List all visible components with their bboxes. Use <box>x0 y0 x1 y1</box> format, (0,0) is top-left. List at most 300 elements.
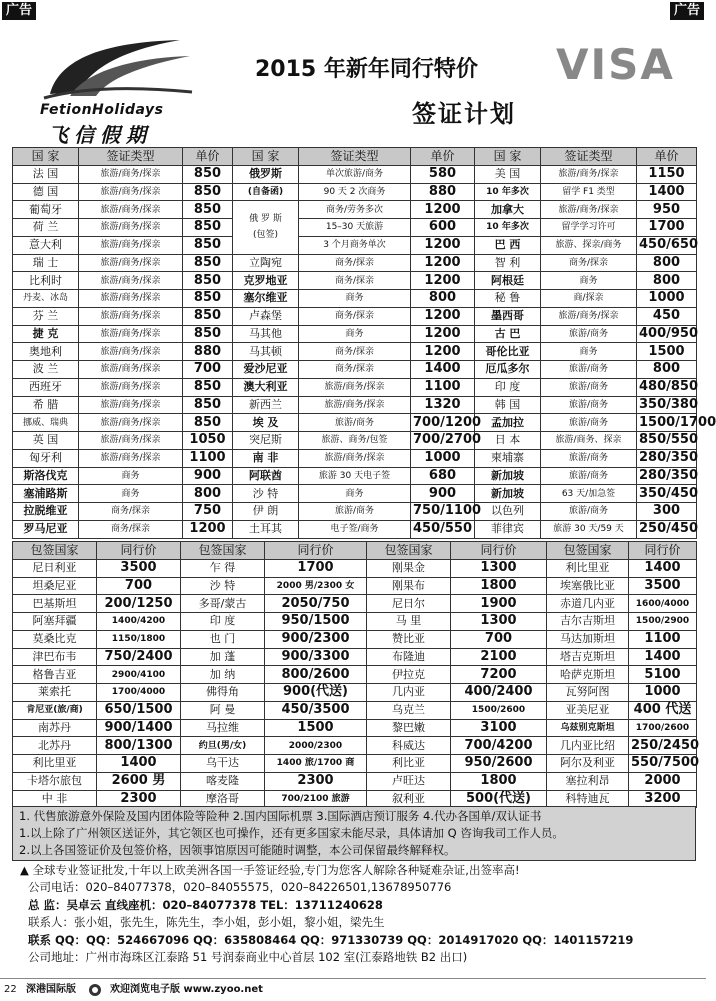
package-country: 约旦(男/女) <box>181 737 265 755</box>
price: 1100 <box>411 378 475 396</box>
package-country: 科威达 <box>367 737 451 755</box>
package-price: 550/7500 <box>629 755 697 773</box>
visa-type: 电子签/商务 <box>299 520 411 538</box>
country: 秘 鲁 <box>475 290 541 308</box>
package-price: 900/1400 <box>97 719 181 737</box>
visa-type: 旅游/商务/探亲 <box>79 201 183 219</box>
price: 400/950 <box>637 325 697 343</box>
visa-logo: VISA <box>556 40 675 89</box>
package-price: 1000 <box>629 684 697 702</box>
country: 瑞 士 <box>13 254 79 272</box>
package-price: 950/1500 <box>265 613 367 631</box>
package-country: 卡塔尔旅包 <box>13 772 97 790</box>
visa-type: 旅游/商务/探亲 <box>79 165 183 183</box>
package-country: 瓦努阿图 <box>547 684 629 702</box>
price: 1400 <box>411 361 475 379</box>
visa-type: 商务/劳务多次 <box>299 201 411 219</box>
package-country: 摩洛哥 <box>181 790 265 808</box>
package-country: 多哥/蒙古 <box>181 595 265 613</box>
visa-type: 留学学习许可 <box>541 219 637 237</box>
package-price: 950/2600 <box>451 755 547 773</box>
page-footer <box>0 978 706 1000</box>
price: 750 <box>183 503 233 521</box>
country: 10 年多次 <box>475 183 541 201</box>
package-price: 2000 男/2300 女 <box>265 577 367 595</box>
country: 波 兰 <box>13 361 79 379</box>
table-row <box>13 737 697 755</box>
country: 捷 克 <box>13 325 79 343</box>
package-price: 900/2300 <box>265 630 367 648</box>
price: 900 <box>183 467 233 485</box>
package-country: 乌克兰 <box>367 701 451 719</box>
price: 280/350 <box>637 449 697 467</box>
visa-type: 旅游/商务/探亲 <box>541 165 637 183</box>
visa-type: 旅游、探亲/商务 <box>541 236 637 254</box>
package-price: 3500 <box>629 577 697 595</box>
column-header: 包签国家 <box>547 542 629 560</box>
country: 丹麦、冰岛 <box>13 290 79 308</box>
country: 日 本 <box>475 432 541 450</box>
package-price: 900/3300 <box>265 648 367 666</box>
price: 280/350 <box>637 467 697 485</box>
price: 850 <box>183 254 233 272</box>
column-header: 签证类型 <box>299 148 411 166</box>
country: 墨西哥 <box>475 307 541 325</box>
table-row <box>13 520 697 538</box>
country: 卢森堡 <box>233 307 299 325</box>
country: 阿联酋 <box>233 467 299 485</box>
package-price: 3200 <box>629 790 697 808</box>
country: 阿根廷 <box>475 272 541 290</box>
visa-type: 旅游/商务/探亲 <box>79 183 183 201</box>
package-country: 加 蓬 <box>181 648 265 666</box>
package-price: 1400 <box>629 648 697 666</box>
visa-type: 商务/探亲 <box>541 254 637 272</box>
package-price: 1100 <box>629 630 697 648</box>
visa-type: 旅游/商务/探亲 <box>541 307 637 325</box>
package-country: 乌干达 <box>181 755 265 773</box>
visa-type: 旅游/商务/探亲 <box>299 449 411 467</box>
country: 以色列 <box>475 503 541 521</box>
country: 新西兰 <box>233 396 299 414</box>
package-country: 黎巴嫩 <box>367 719 451 737</box>
package-price: 800/1300 <box>97 737 181 755</box>
country: 拉脱维亚 <box>13 503 79 521</box>
package-country: 卢旺达 <box>367 772 451 790</box>
column-header: 单价 <box>637 148 697 166</box>
price: 1200 <box>411 236 475 254</box>
price: 350/380 <box>637 396 697 414</box>
visa-type: 商务 <box>541 343 637 361</box>
table-row <box>13 449 697 467</box>
price: 250/450 <box>637 520 697 538</box>
table-row <box>13 666 697 684</box>
visa-type: 15–30 天旅游 <box>299 219 411 237</box>
price: 1200 <box>183 520 233 538</box>
country: 希 腊 <box>13 396 79 414</box>
table-row <box>13 236 697 254</box>
package-country: 马 里 <box>367 613 451 631</box>
price: 880 <box>183 343 233 361</box>
price: 880 <box>411 183 475 201</box>
visa-type: 旅游/商务/探亲 <box>79 219 183 237</box>
package-price: 650/1500 <box>97 701 181 719</box>
package-price: 250/2450 <box>629 737 697 755</box>
country: 加拿大 <box>475 201 541 219</box>
package-country: 莱索托 <box>13 684 97 702</box>
price: 1320 <box>411 396 475 414</box>
package-country: 赤道几内亚 <box>547 595 629 613</box>
visa-type: 63 天/加急签 <box>541 485 637 503</box>
package-country: 沙 特 <box>181 577 265 595</box>
country: 埃 及 <box>233 414 299 432</box>
country: 印 度 <box>475 378 541 396</box>
visa-type: 旅游、商务/包签 <box>299 432 411 450</box>
visa-type: 旅游/商务 <box>541 325 637 343</box>
package-country: 中 非 <box>13 790 97 808</box>
package-price: 2300 <box>265 772 367 790</box>
price: 800 <box>637 361 697 379</box>
package-country: 乌兹别克斯坦 <box>547 719 629 737</box>
price: 850 <box>183 236 233 254</box>
package-country: 赞比亚 <box>367 630 451 648</box>
table-row <box>13 378 697 396</box>
package-country: 叙利亚 <box>367 790 451 808</box>
country: 巴 西 <box>475 236 541 254</box>
price: 850 <box>183 201 233 219</box>
package-country: 利比里亚 <box>13 755 97 773</box>
package-price: 2000 <box>629 772 697 790</box>
visa-type: 旅游/商务/探亲 <box>79 236 183 254</box>
visa-type: 单次旅游/商务 <box>299 165 411 183</box>
package-country: 埃塞俄比亚 <box>547 577 629 595</box>
country: 克罗地亚 <box>233 272 299 290</box>
column-header: 同行价 <box>451 542 547 560</box>
package-price: 2050/750 <box>265 595 367 613</box>
visa-type: 商务 <box>299 290 411 308</box>
table-row <box>13 559 697 577</box>
notes-box <box>12 806 696 861</box>
package-price: 5100 <box>629 666 697 684</box>
package-price: 400 代送 <box>629 701 697 719</box>
visa-type: 旅游/商务/探亲 <box>79 343 183 361</box>
package-price: 7200 <box>451 666 547 684</box>
table-row <box>13 254 697 272</box>
table-row <box>13 290 697 308</box>
country: 西班牙 <box>13 378 79 396</box>
country: 澳大利亚 <box>233 378 299 396</box>
table-row <box>13 272 697 290</box>
ad-tag-right: 广告 <box>670 2 704 20</box>
package-country: 坦桑尼亚 <box>13 577 97 595</box>
visa-type: 商务 <box>79 467 183 485</box>
country: 马其他 <box>233 325 299 343</box>
country: 新加坡 <box>475 467 541 485</box>
package-price: 200/1250 <box>97 595 181 613</box>
country: 菲律宾 <box>475 520 541 538</box>
package-country: 阿尔及利亚 <box>547 755 629 773</box>
table-row <box>13 648 697 666</box>
package-price: 2000/2300 <box>265 737 367 755</box>
country: 法 国 <box>13 165 79 183</box>
table-row <box>13 183 697 201</box>
price: 680 <box>411 467 475 485</box>
visa-type: 商务/探亲 <box>299 272 411 290</box>
column-header: 单价 <box>183 148 233 166</box>
package-country: 莫桑比克 <box>13 630 97 648</box>
column-header: 包签国家 <box>13 542 97 560</box>
table-row <box>13 343 697 361</box>
package-price: 1500/2600 <box>451 701 547 719</box>
visa-type: 旅游/商务 <box>299 503 411 521</box>
page-title: 2015 年新年同行特价 <box>255 57 478 82</box>
package-country: 利比亚 <box>367 755 451 773</box>
package-country: 布隆迪 <box>367 648 451 666</box>
price: 900 <box>411 485 475 503</box>
package-country: 印 度 <box>181 613 265 631</box>
package-price: 700/4200 <box>451 737 547 755</box>
contact-info <box>12 862 696 966</box>
package-country: 津巴布韦 <box>13 648 97 666</box>
package-country: 几内亚 <box>367 684 451 702</box>
package-country: 阿 曼 <box>181 701 265 719</box>
table-row <box>13 485 697 503</box>
package-country: 哈萨克斯坦 <box>547 666 629 684</box>
package-price: 3500 <box>97 559 181 577</box>
package-country: 伊拉克 <box>367 666 451 684</box>
package-price: 1800 <box>451 772 547 790</box>
package-country: 加 纳 <box>181 666 265 684</box>
package-price: 2600 男 <box>97 772 181 790</box>
package-country: 塞拉利昂 <box>547 772 629 790</box>
package-price: 750/2400 <box>97 648 181 666</box>
table-row <box>13 307 697 325</box>
package-country: 尼日尔 <box>367 595 451 613</box>
package-country: 塔吉克斯坦 <box>547 648 629 666</box>
price: 1150 <box>637 165 697 183</box>
country: 立陶宛 <box>233 254 299 272</box>
table-row <box>13 701 697 719</box>
country: 葡萄牙 <box>13 201 79 219</box>
swirl-logo-icon <box>40 36 200 102</box>
package-country: 南苏丹 <box>13 719 97 737</box>
country: 古 巴 <box>475 325 541 343</box>
price: 1500 <box>637 343 697 361</box>
price: 700/2700 <box>411 432 475 450</box>
package-price: 500(代送) <box>451 790 547 808</box>
price: 950 <box>637 201 697 219</box>
package-price: 1700/4000 <box>97 684 181 702</box>
price: 1050 <box>183 432 233 450</box>
price: 850/550 <box>637 432 697 450</box>
package-country: 吉尔吉斯坦 <box>547 613 629 631</box>
package-country: 佛得角 <box>181 684 265 702</box>
column-header: 签证类型 <box>79 148 183 166</box>
column-header: 单价 <box>411 148 475 166</box>
visa-type: 商务/探亲 <box>299 361 411 379</box>
price: 1400 <box>637 183 697 201</box>
brand-name-chinese: 飞信假期 <box>48 123 152 147</box>
table-row <box>13 595 697 613</box>
visa-type: 旅游/商务 <box>541 414 637 432</box>
country <box>233 201 299 254</box>
package-country: 肯尼亚(旅/商) <box>13 701 97 719</box>
table-row <box>13 577 697 595</box>
country: 突尼斯 <box>233 432 299 450</box>
country: 塞尔维亚 <box>233 290 299 308</box>
visa-price-table <box>12 147 716 539</box>
price: 1200 <box>411 254 475 272</box>
country: 奥地利 <box>13 343 79 361</box>
country: 斯洛伐克 <box>13 467 79 485</box>
package-country: 尼日利亚 <box>13 559 97 577</box>
visa-type: 旅游/商务/探亲 <box>79 396 183 414</box>
country: 德 国 <box>13 183 79 201</box>
note-line: 1. 代售旅游意外保险及国内团体险等险种 2.国内国际机票 3.国际酒店预订服务 4.代办各国单/双认证书 <box>19 809 542 823</box>
package-price: 2300 <box>97 790 181 808</box>
visa-type: 旅游/商务 <box>541 449 637 467</box>
visa-type: 旅游/商务/探亲 <box>79 378 183 396</box>
package-price: 1150/1800 <box>97 630 181 648</box>
contact-persons: 联系人：张小姐，张先生，陈先生，李小姐，彭小姐，黎小姐，梁先生 <box>28 915 385 930</box>
price: 350/450 <box>637 485 697 503</box>
package-price: 800/2600 <box>265 666 367 684</box>
country: 伊 朗 <box>233 503 299 521</box>
package-country: 也 门 <box>181 630 265 648</box>
page-subtitle: 签证计划 <box>412 100 516 128</box>
package-country: 乍 得 <box>181 559 265 577</box>
visa-type: 旅游/商务 <box>541 467 637 485</box>
price: 450/650 <box>637 236 697 254</box>
package-country: 几内亚比绍 <box>547 737 629 755</box>
package-price: 1300 <box>451 559 547 577</box>
price: 480/850 <box>637 378 697 396</box>
price: 1100 <box>183 449 233 467</box>
column-header: 签证类型 <box>541 148 637 166</box>
visa-type: 商务 <box>299 325 411 343</box>
table-row <box>13 325 697 343</box>
service-slogan: ▲ 全球专业签证批发,十年以上欧美洲各国一手签证经验,专门为您客人解除各种疑难杂证,出签率高! <box>20 863 520 877</box>
price: 580 <box>411 165 475 183</box>
table-row <box>13 396 697 414</box>
column-header: 同行价 <box>97 542 181 560</box>
table-row <box>13 414 697 432</box>
column-header: 国 家 <box>233 148 299 166</box>
visa-type: 3 个月商务单次 <box>299 236 411 254</box>
table-row <box>13 361 697 379</box>
country-note: (包签) <box>252 230 279 241</box>
country: 荷 兰 <box>13 219 79 237</box>
visa-type: 旅游/商务 <box>541 503 637 521</box>
package-country: 阿塞拜疆 <box>13 613 97 631</box>
header <box>0 28 706 147</box>
package-price: 1400 旅/1700 商 <box>265 755 367 773</box>
package-country: 亚美尼亚 <box>547 701 629 719</box>
visa-type: 旅游/商务/探亲 <box>79 307 183 325</box>
package-country: 马拉维 <box>181 719 265 737</box>
package-country: 科特迪瓦 <box>547 790 629 808</box>
column-header: 同行价 <box>629 542 697 560</box>
price: 850 <box>183 165 233 183</box>
table-row <box>13 165 697 183</box>
price: 850 <box>183 396 233 414</box>
country: 新加坡 <box>475 485 541 503</box>
visa-type: 旅游/商务/探亲 <box>541 201 637 219</box>
column-header: 国 家 <box>475 148 541 166</box>
visa-type: 旅游/商务/探亲 <box>79 254 183 272</box>
price: 1200 <box>411 325 475 343</box>
package-price: 1700/2600 <box>629 719 697 737</box>
price: 850 <box>183 290 233 308</box>
visa-type: 旅游/商务 <box>541 361 637 379</box>
table-row <box>13 772 697 790</box>
visa-type: 90 天 2 次商务 <box>299 183 411 201</box>
visa-type: 旅游/商务/探亲 <box>79 414 183 432</box>
note-line: 1.以上除了广州领区送证外，其它领区也可操作，还有更多国家未能尽录，具体请加 Q 咨询我司工作人员。 <box>19 826 564 840</box>
package-price: 1700 <box>265 559 367 577</box>
visa-type: 商务/探亲 <box>79 520 183 538</box>
page-number: 22 <box>4 984 17 995</box>
table-row <box>13 719 697 737</box>
price: 1200 <box>411 307 475 325</box>
footer-slogan: 欢迎浏览电子版 www.zyoo.net <box>110 984 263 995</box>
package-price: 1400 <box>97 755 181 773</box>
price: 850 <box>183 414 233 432</box>
country: 匈牙利 <box>13 449 79 467</box>
price: 1700 <box>637 219 697 237</box>
contact-qq: 联系 QQ：QQ：524667096 QQ：635808464 QQ：971330739 QQ：2014917020 QQ：1401157219 <box>28 932 634 947</box>
visa-type: 旅游/商务/探亲 <box>299 396 411 414</box>
price: 700 <box>183 361 233 379</box>
price: 700/1200 <box>411 414 475 432</box>
price: 600 <box>411 219 475 237</box>
package-price: 1600/4000 <box>629 595 697 613</box>
country: 沙 特 <box>233 485 299 503</box>
country: 土耳其 <box>233 520 299 538</box>
package-price: 900(代送) <box>265 684 367 702</box>
country: 哥伦比亚 <box>475 343 541 361</box>
package-country: 喀麦隆 <box>181 772 265 790</box>
price: 300 <box>637 503 697 521</box>
package-price: 2100 <box>451 648 547 666</box>
price: 450 <box>637 307 697 325</box>
company-phone: 公司电话：020–84077378，020–84055575，020–84226501,13678950776 <box>28 880 452 895</box>
column-header: 包签国家 <box>181 542 265 560</box>
note-line: 2.以上各国签证价及包签价格，因领事馆原因可能随时调整，本公司保留最终解释权。 <box>19 843 456 857</box>
table-row <box>13 219 697 237</box>
price: 450/550 <box>411 520 475 538</box>
price: 750/1100 <box>411 503 475 521</box>
table-row <box>13 613 697 631</box>
package-country: 马达加斯坦 <box>547 630 629 648</box>
country: 芬 兰 <box>13 307 79 325</box>
price: 800 <box>637 272 697 290</box>
package-country: 利比里亚 <box>547 559 629 577</box>
ad-tag-left: 广告 <box>2 2 36 20</box>
table-row <box>13 467 697 485</box>
table-row <box>13 630 697 648</box>
price: 800 <box>411 290 475 308</box>
price: 850 <box>183 219 233 237</box>
visa-type: 旅游/商务 <box>541 396 637 414</box>
visa-type: 商务/探亲 <box>299 254 411 272</box>
price: 800 <box>183 485 233 503</box>
visa-type: 旅游/商务/探亲 <box>79 449 183 467</box>
visa-type: 商务 <box>299 485 411 503</box>
country: 智 利 <box>475 254 541 272</box>
visa-type: 商务 <box>541 272 637 290</box>
visa-type: 商务/探亲 <box>299 343 411 361</box>
